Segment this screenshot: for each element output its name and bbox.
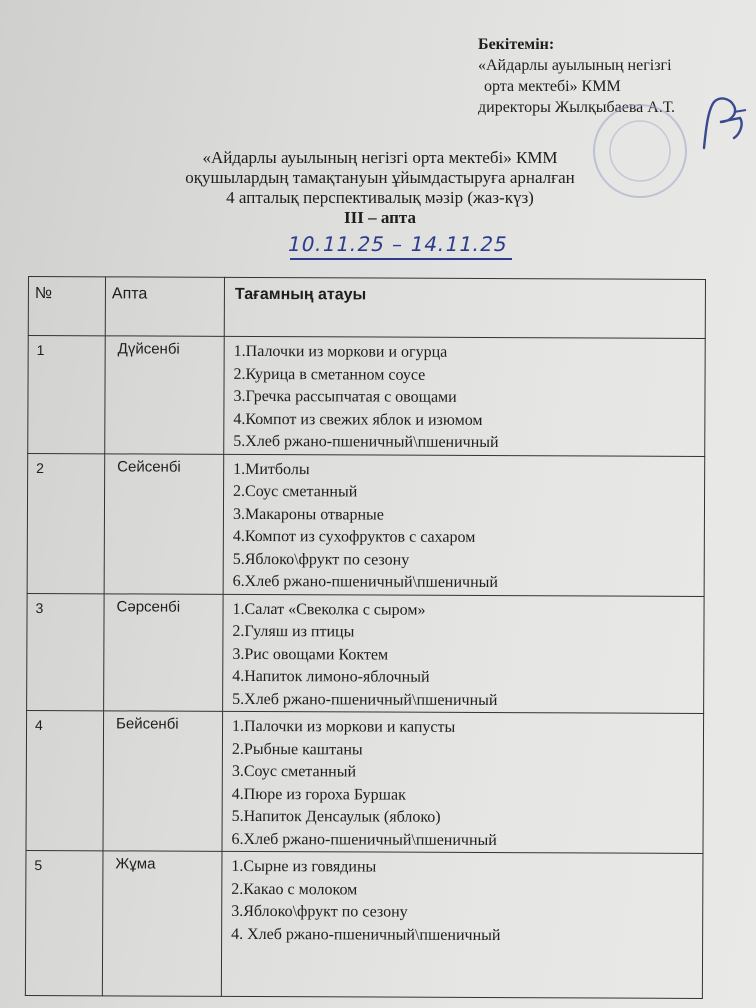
- list-item: 4.Пюре из гороха Буршак: [231, 785, 406, 804]
- list-item: 3.Соус сметанный: [231, 762, 357, 781]
- list-item: 5.Хлеб ржано-пшеничный\пшеничный: [233, 432, 499, 452]
- list-item: 3.Макароны отварные: [232, 505, 384, 524]
- row-number: 4: [26, 710, 104, 850]
- list-item: 2.Рыбные каштаны: [231, 740, 363, 758]
- list-item: 1.Палочки из моркови и огурца: [233, 342, 448, 361]
- list-item: 2.Соус сметанный: [233, 482, 358, 501]
- row-number: 5: [25, 850, 103, 995]
- list-item: 2.Курица в сметанном соусе: [233, 365, 426, 384]
- table-header-row: [28, 277, 705, 339]
- list-item: 6.Хлеб ржано-пшеничный\пшеничный: [231, 830, 497, 849]
- approval-heading: Бекітемін:: [478, 36, 555, 53]
- row-number: 2: [27, 453, 105, 593]
- list-item: 2.Какао с молоком: [231, 880, 358, 898]
- row-items: [222, 711, 704, 853]
- title-line-1: «Айдарлы ауылының негізгі орта мектебі» КММ: [202, 148, 558, 167]
- list-item: 2.Гуляш из птицы: [232, 622, 355, 641]
- header-number: №: [28, 277, 105, 336]
- list-item: 4.Компот из свежих яблок и изюмом: [233, 410, 483, 429]
- approval-line-2: орта мектебі» КММ: [484, 78, 621, 95]
- list-item: 3.Гречка рассыпчатая с овощами: [233, 387, 457, 406]
- row-day: Бейсенбі: [103, 711, 223, 852]
- table-row: [26, 710, 704, 853]
- row-day: Сәрсенбі: [104, 593, 224, 711]
- table-row: [25, 850, 703, 998]
- handwritten-dates: 10.11.25 – 14.11.25: [285, 232, 511, 256]
- list-item: 1.Палочки из моркови и капусты: [231, 717, 456, 736]
- table-row: [27, 593, 705, 713]
- title-line-2: оқушылардың тамақтануын ұйымдастыруға арналған: [185, 168, 575, 187]
- approval-line-1: «Айдарлы ауылының негізгі: [478, 57, 672, 74]
- list-item: 4. Хлеб ржано-пшеничный\пшеничный: [231, 925, 501, 944]
- list-item: 1.Салат «Свеколка с сыром»: [232, 600, 426, 619]
- header-week: Апта: [105, 277, 224, 337]
- approval-line-3: директоры Жылқыбаева А.Т.: [478, 99, 676, 116]
- blank-space: [231, 946, 702, 998]
- row-day: Жұма: [102, 851, 222, 997]
- menu-table: [25, 276, 706, 999]
- list-item: 3.Рис овощами Коктем: [232, 645, 389, 664]
- week-label: III – апта: [344, 208, 416, 227]
- row-number: 3: [27, 593, 105, 711]
- list-item: 5.Напиток Денсаулык (яблоко): [231, 807, 441, 826]
- list-item: 5.Яблоко\фрукт по сезону: [232, 550, 410, 569]
- table-row: [28, 336, 706, 456]
- row-number: 1: [28, 336, 106, 454]
- list-item: 1.Митболы: [233, 460, 310, 478]
- row-day: Дүйсенбі: [105, 336, 225, 454]
- list-item: 4.Компот из сухофруктов с сахаром: [232, 527, 476, 546]
- signature: [690, 88, 750, 158]
- title-line-3: 4 апталық перспективалық мәзір (жаз-күз): [226, 188, 534, 207]
- list-item: 6.Хлеб ржано-пшеничный\пшеничный: [232, 572, 499, 592]
- list-item: 4.Напиток лимоно-яблочный: [232, 667, 430, 686]
- table-row: [27, 453, 705, 596]
- row-items: [224, 336, 706, 456]
- document-title: [150, 148, 610, 228]
- list-item: 1.Сырне из говядины: [231, 857, 377, 876]
- list-item: 3.Яблоко\фрукт по сезону: [231, 902, 408, 921]
- row-items: [221, 851, 703, 998]
- row-day: Сейсенбі: [104, 453, 224, 594]
- header-dish-name: Тағамның атауы: [224, 277, 705, 338]
- row-items: [223, 454, 705, 596]
- row-items: [223, 594, 705, 714]
- dates-underline: [290, 258, 512, 260]
- list-item: 5.Хлеб ржано-пшеничный\пшеничный: [232, 690, 498, 709]
